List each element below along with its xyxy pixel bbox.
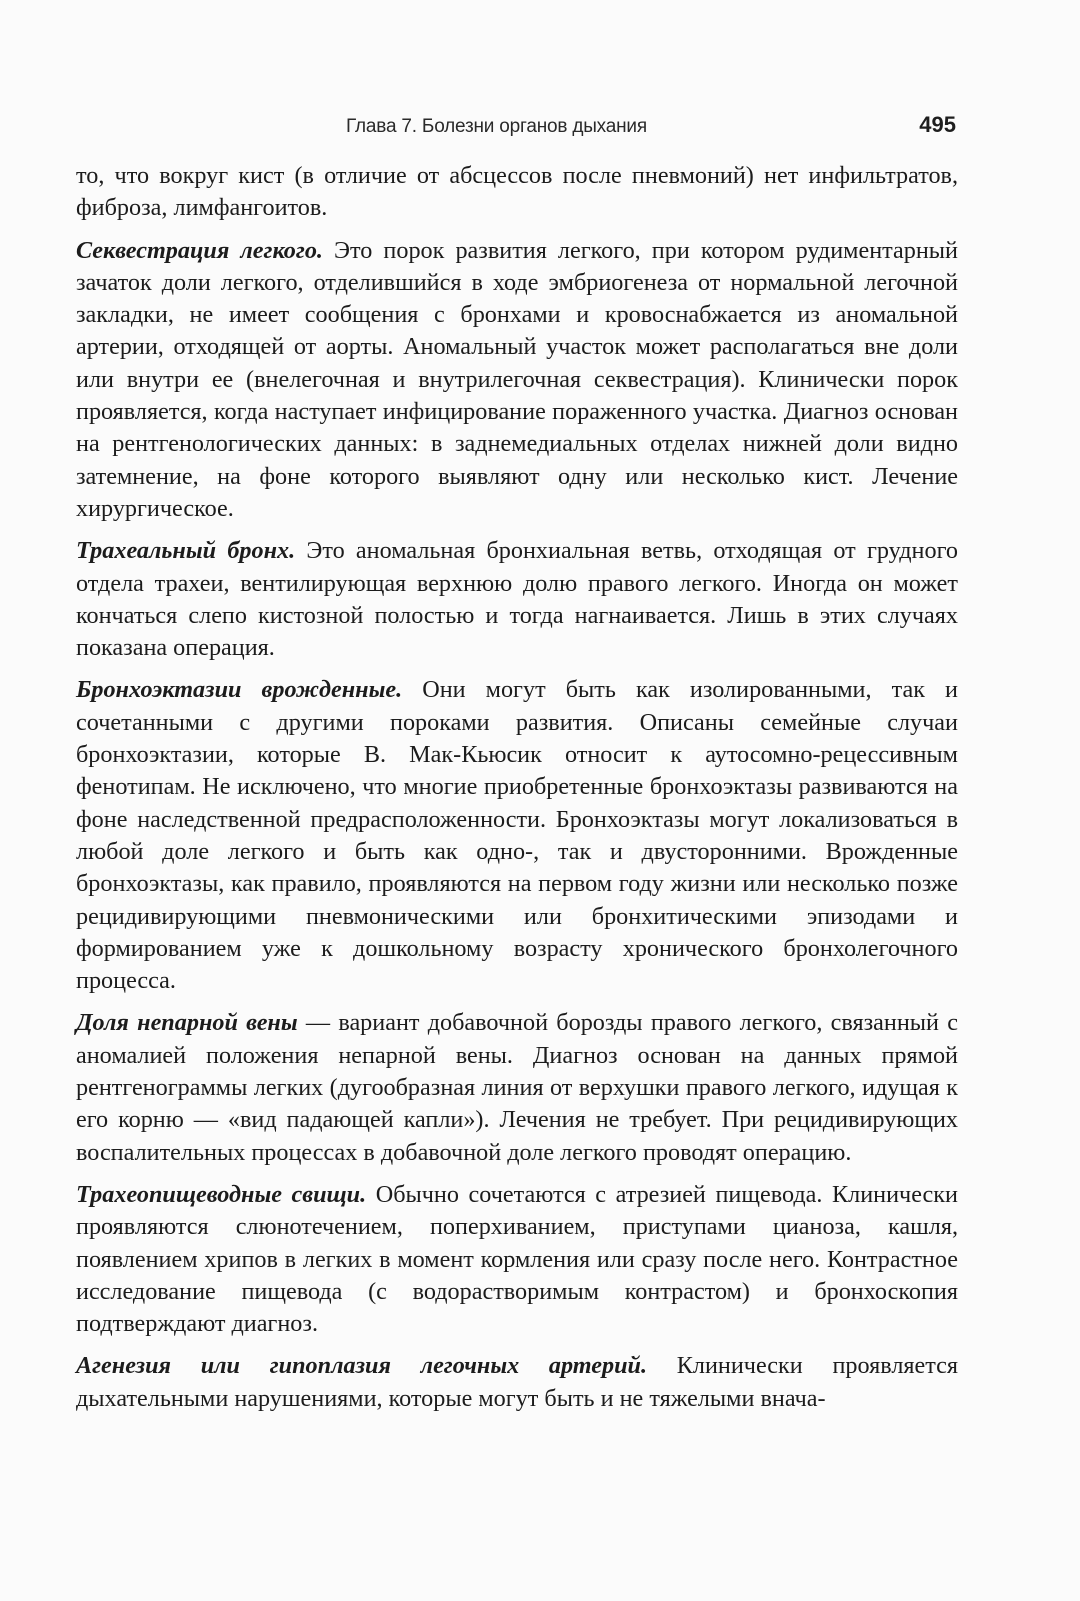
paragraph-bronchiectasis — [76, 674, 958, 997]
paragraph-term: Бронхоэктазии врожденные. — [76, 676, 403, 704]
paragraph-text: то, что вокруг кист (в отличие от абсцессов после пневмоний) нет инфильтратов, фиброза, лимфангоитов. — [76, 162, 958, 222]
paragraph-pulmonary-artery-agenesis — [76, 1350, 958, 1415]
paragraph-text: Это аномальная бронхиальная ветвь, отходящая от грудного отдела трахеи, вентилирующая верхнюю долю правого легкого. Иногда он может кончаться слепо кистозной полостью и тогда нагнаивается. Лишь в этих случаях показана операция. — [76, 537, 958, 662]
paragraph-text: Клинически проявляется дыхательными нарушениями, которые могут быть и не тяжелыми внача- — [76, 1352, 958, 1412]
body-text — [76, 160, 958, 1415]
paragraph-text: Они могут быть как изолированными, так и сочетанными с другими пороками развития. Описаны семейные случаи бронхоэктазии, которые В. Мак-Кьюсик относит к аутосомно-рецессивным фенотипам. Не исключено, что многие приобретенные бронхоэктазы развиваются на фоне наследственной предрасположенности. Бронхоэктазы могут локализоваться в любой доле легкого и быть как одно-, так и двусторонними. Врожденные бронхоэктазы, как правило, проявляются на первом году жизни или несколько позже рецидивирующими пневмоническими или бронхитическими эпизодами и формированием уже к дошкольному возрасту хронического бронхолегочного процесса. — [76, 676, 958, 995]
running-header — [76, 112, 956, 144]
paragraph-term: Агенезия или гипоплазия легочных артерий. — [76, 1352, 648, 1380]
paragraph-tracheal-bronchus — [76, 535, 958, 664]
paragraph-sequestration — [76, 235, 958, 526]
paragraph-term: Трахеальный бронх. — [76, 537, 296, 565]
paragraph-term: Трахеопищеводные свищи. — [76, 1180, 367, 1208]
chapter-title: Глава 7. Болезни органов дыхания — [346, 116, 647, 137]
page-number: 495 — [919, 112, 956, 137]
paragraph-text: Это порок развития легкого, при котором рудиментарный зачаток доли легкого, отделившийся в ходе эмбриогенеза от нормальной легочной закладки, не имеет сообщения с бронхами и кровоснабжается из аномальной артерии, отходящей от аорты. Аномальный участок может располагаться вне доли или внутри ее (внелегочная и внутрилегочная секвестрация). Клинически порок проявляется, когда наступает инфицирование пораженного участка. Диагноз основан на рентгенологических данных: в заднемедиальных отделах нижней доли видно затемнение, на фоне которого выявляют одну или несколько кист. Лечение хирургическое. — [76, 236, 958, 522]
paragraph-text: — вариант добавочной борозды правого легкого, связанный с аномалией положения непарной вены. Диагноз основан на данных прямой рентгенограммы легких (дугообразная линия от верхушки правого легкого, идущая к его корню — «вид падающей капли»). Лечения не требует. При рецидивирующих воспалительных процессах в добавочной доле легкого проводят операцию. — [76, 1009, 958, 1166]
paragraph-azygos-lobe — [76, 1007, 958, 1168]
paragraph-term: Доля непарной вены — [76, 1009, 298, 1037]
paragraph-tracheoesophageal-fistula — [76, 1179, 958, 1340]
paragraph-text: Обычно сочетаются с атрезией пищевода. Клинически проявляются слюнотечением, поперхиванием, приступами цианоза, кашля, появлением хрипов в легких в момент кормления или сразу после него. Контрастное исследование пищевода (с водорастворимым контрастом) и бронхоскопия подтверждают диагноз. — [76, 1180, 958, 1338]
paragraph-term: Секвестрация легкого. — [76, 236, 323, 264]
paragraph-continuation — [76, 160, 958, 225]
